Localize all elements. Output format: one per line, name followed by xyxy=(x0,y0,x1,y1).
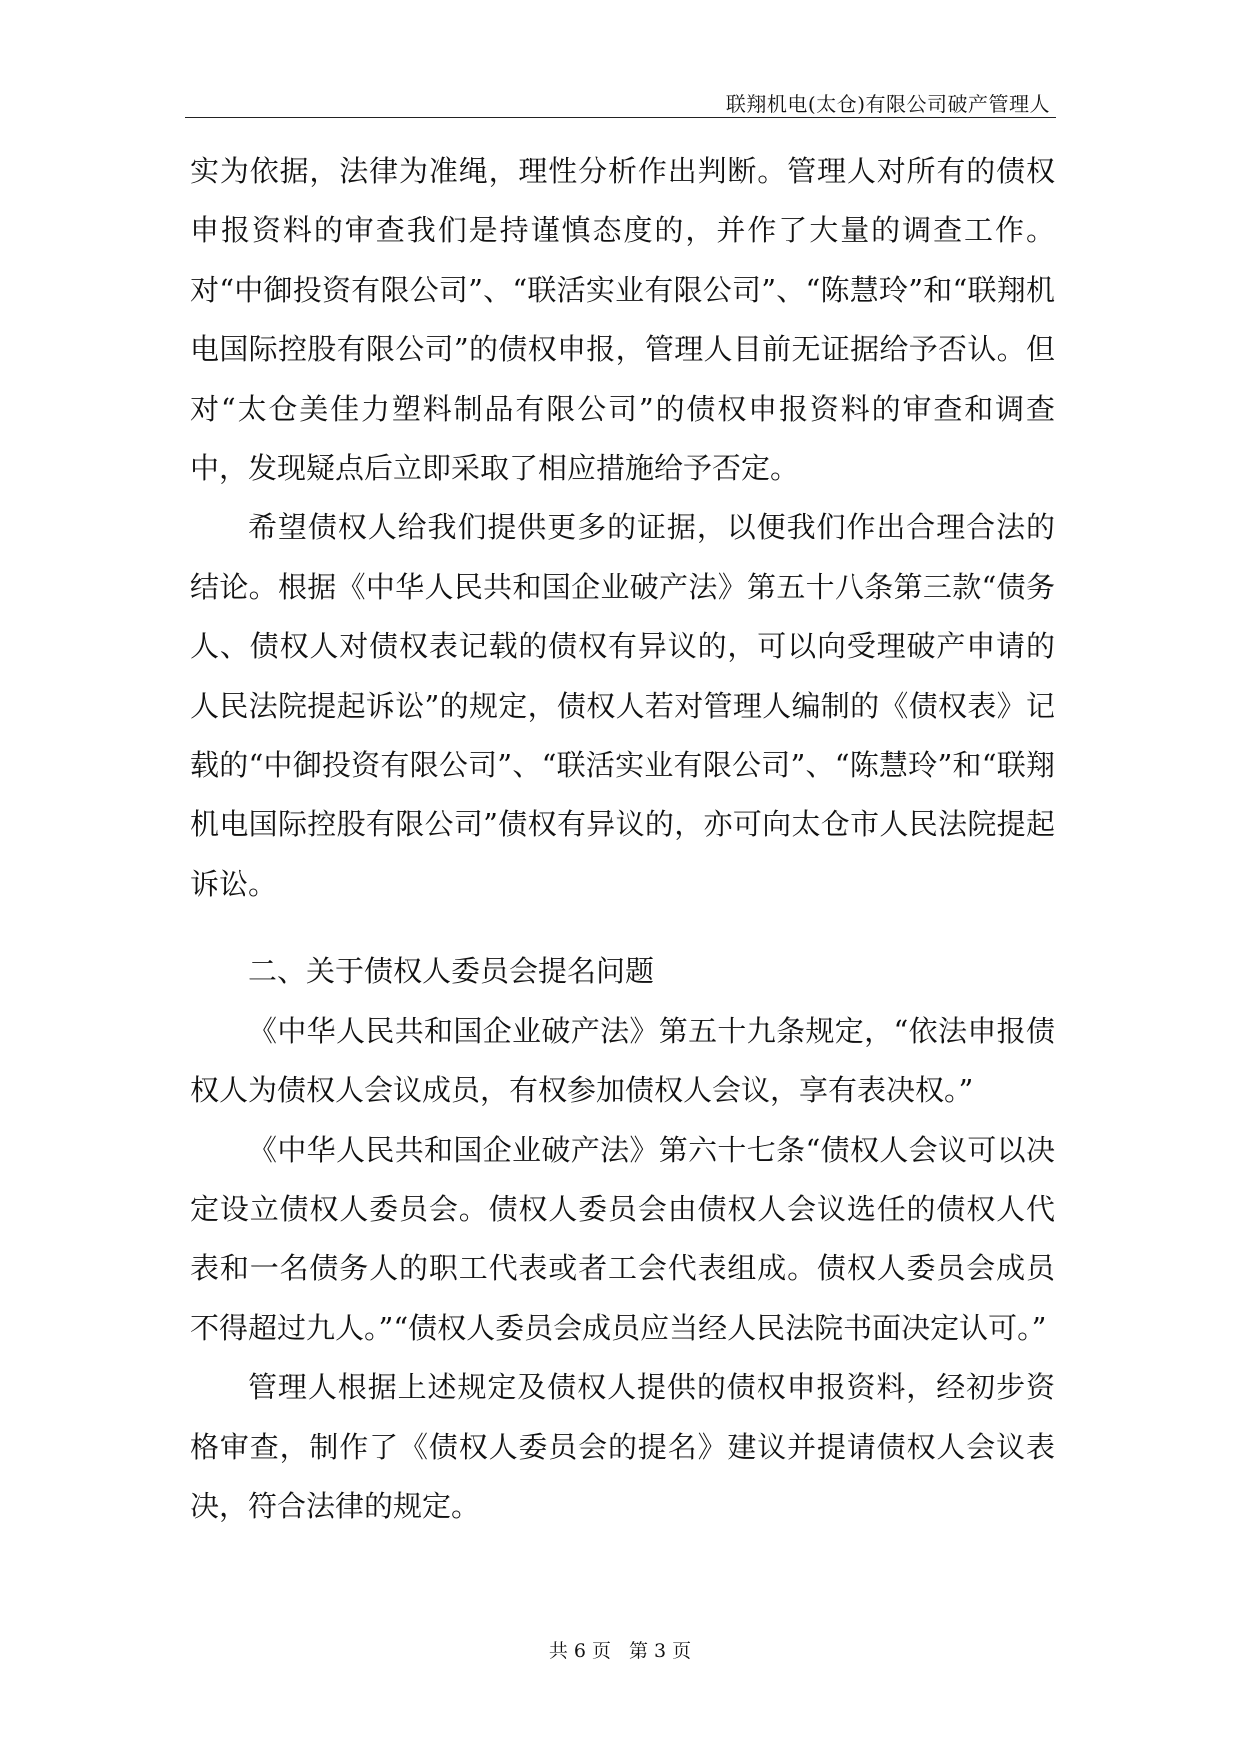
header-rule xyxy=(185,117,1056,118)
total-pages: 共 6 页 xyxy=(548,1640,611,1662)
document-body xyxy=(190,142,1055,1536)
running-header: 联翔机电(太仓)有限公司破产管理人 xyxy=(725,92,1050,116)
paragraph-article-67: 《中华人民共和国企业破产法》第六十七条“债权人会议可以决定设立债权人委员会。债权人委员会由债权人会议选任的债权人代表和一名债务人的职工代表或者工会代表组成。债权人委员会成员不得超过九人。”“债权人委员会成员应当经人民法院书面决定认可。” xyxy=(190,1132,1055,1345)
paragraph-administrator-nomination: 管理人根据上述规定及债权人提供的债权申报资料，经初步资格审查，制作了《债权人委员会的提名》建议并提请债权人会议表决，符合法律的规定。 xyxy=(190,1370,1055,1523)
section-heading-committee-nomination: 二、关于债权人委员会提名问题 xyxy=(248,954,655,989)
page-footer xyxy=(0,1636,1240,1663)
paragraph-article-59: 《中华人民共和国企业破产法》第五十九条规定，“依法申报债权人为债权人会议成员，有权参加债权人会议，享有表决权。” xyxy=(190,1013,1055,1108)
paragraph-review-basis: 实为依据，法律为准绳，理性分析作出判断。管理人对所有的债权申报资料的审查我们是持谨慎态度的，并作了大量的调查工作。对“中御投资有限公司”、“联活实业有限公司”、“陈慧玲”和“联翔机电国际控股有限公司”的债权申报，管理人目前无证据给予否认。但对“太仓美佳力塑料制品有限公司”的债权申报资料的审查和调查中，发现疑点后立即采取了相应措施给予否定。 xyxy=(190,154,1055,486)
current-page-number: 第 3 页 xyxy=(629,1640,692,1662)
paragraph-evidence-request: 希望债权人给我们提供更多的证据，以便我们作出合理合法的结论。根据《中华人民共和国企业破产法》第五十八条第三款“债务人、债权人对债权表记载的债权有异议的，可以向受理破产申请的人民法院提起诉讼”的规定，债权人若对管理人编制的《债权表》记载的“中御投资有限公司”、“联活实业有限公司”、“陈慧玲”和“联翔机电国际控股有限公司”债权有异议的，亦可向太仓市人民法院提起诉讼。 xyxy=(190,510,1055,901)
